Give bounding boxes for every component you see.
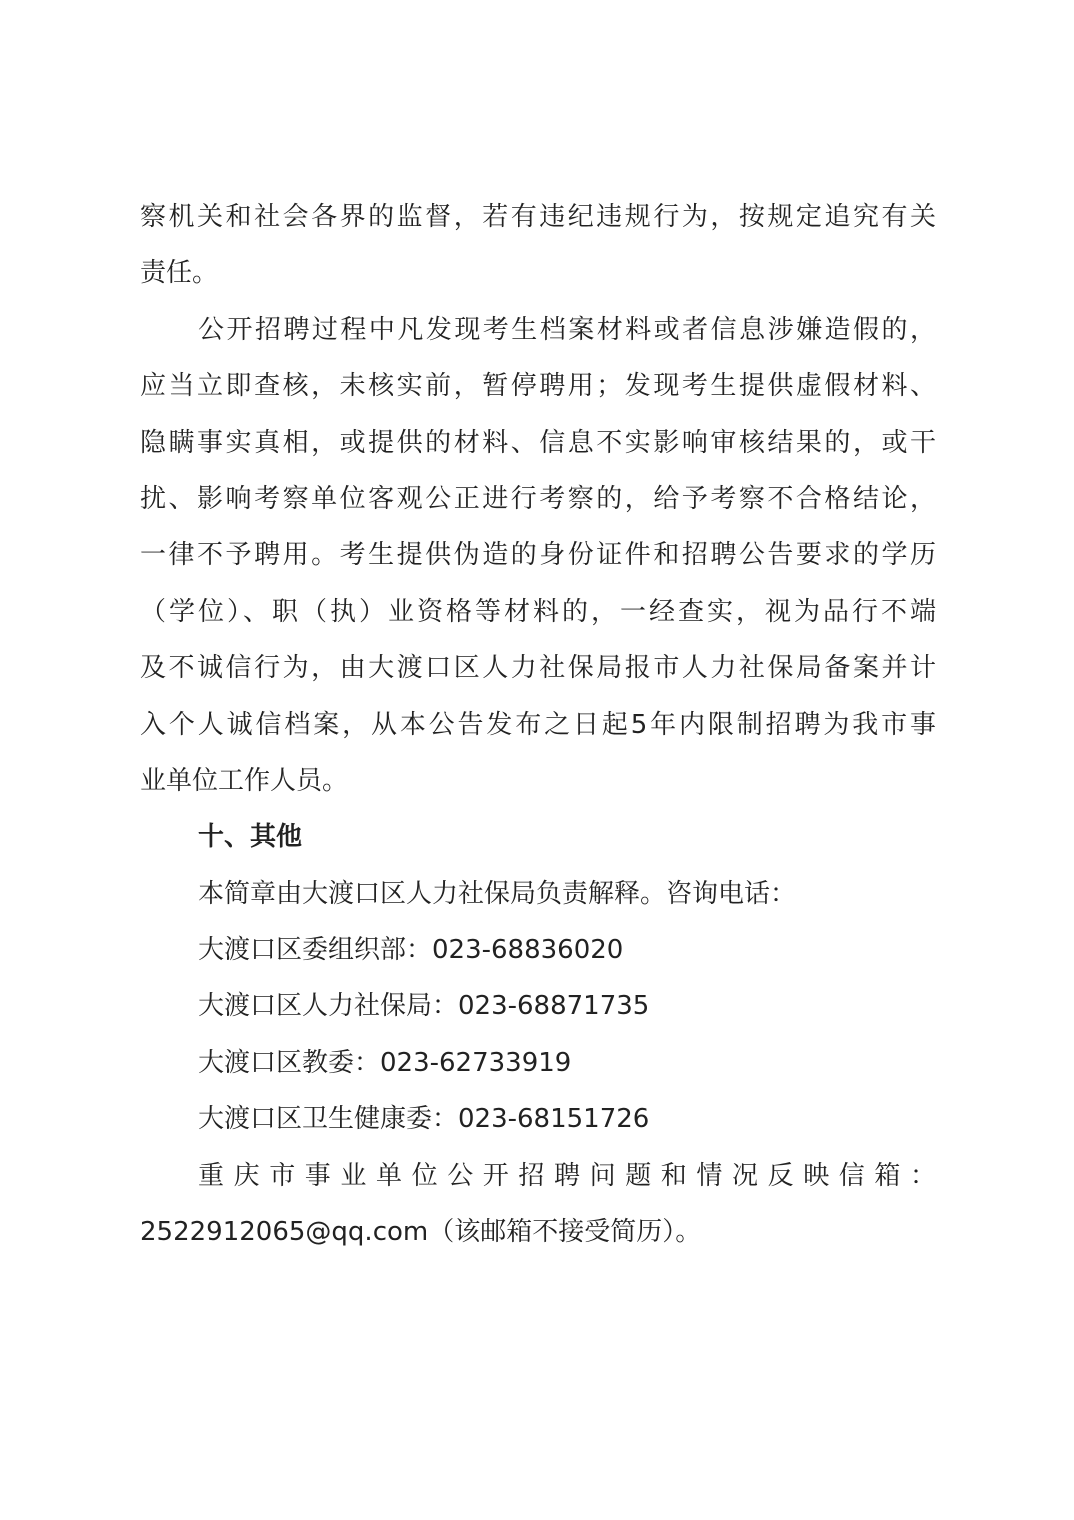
text-line: 重 庆 市 事 业 单 位 公 开 招 聘 问 题 和 情 况 反 映 信 箱 ： (198, 1160, 936, 1191)
text-line: 察机关和社会各界的监督，若有违纪违规行为，按规定追究有关 (140, 202, 936, 232)
text-line: （学位）、职（执）业资格等材料的，一经查实，视为品行不端 (140, 596, 936, 627)
text-line: 应当立即查核，未核实前，暂停聘用；发现考生提供虚假材料、 (140, 371, 936, 402)
text-line: 入个人诚信档案，从本公告发布之日起5年内限制招聘为我市事 (140, 709, 936, 740)
text-line: 隐瞒事实真相，或提供的材料、信息不实影响审核结果的，或干 (140, 427, 936, 458)
document-body (140, 189, 936, 1260)
text-line: 2522912065@qq.com（该邮箱不接受简历）。 (140, 1217, 702, 1248)
text-line: 大渡口区教委：023-62733919 (198, 1047, 572, 1078)
text-line: 大渡口区卫生健康委：023-68151726 (198, 1104, 650, 1135)
text-line: 公开招聘过程中凡发现考生档案材料或者信息涉嫌造假的， (198, 314, 936, 345)
text-line: 大渡口区人力社保局：023-68871735 (198, 991, 650, 1022)
text-line: 及不诚信行为，由大渡口区人力社保局报市人力社保局备案并计 (140, 653, 936, 684)
text-line: 一律不予聘用。考生提供伪造的身份证件和招聘公告要求的学历 (140, 540, 936, 571)
text-line: 扰、影响考察单位客观公正进行考察的，给予考察不合格结论， (140, 483, 936, 514)
text-line: 本简章由大渡口区人力社保局负责解释。咨询电话： (198, 878, 797, 909)
text-line: 大渡口区委组织部：023-68836020 (198, 935, 624, 966)
text-line: 责任。 (140, 258, 219, 289)
text-line: 业单位工作人员。 (140, 765, 349, 796)
section-heading: 十、其他 (198, 822, 303, 853)
